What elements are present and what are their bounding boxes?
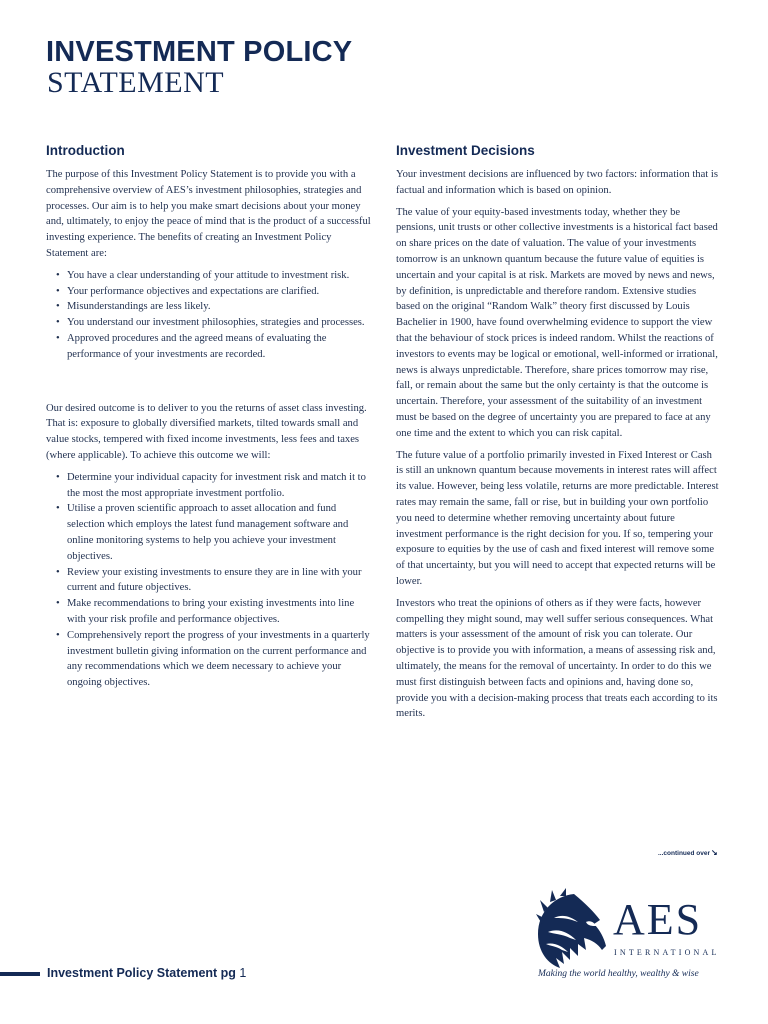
page-number: 1 xyxy=(239,966,247,980)
decisions-paragraph: The future value of a portfolio primarily invested in Fixed Interest or Cash is still an unknown quantum because movements in interest rates will affect its value. However, being less volatile, returns are more predictable. Interest rates may remain the same, fall or rise, but in building your own portfolio you need to determine whether removing uncertainty about future investment performance is the right decision for you. If so, tempering your exposure to equities by the use of cash and fixed interest will remove some of that uncertainty, but you will need to accept that expected returns will be lower. xyxy=(396,449,719,587)
investment-decisions-column xyxy=(396,143,720,728)
outcome-paragraph: Our desired outcome is to deliver to you the returns of asset class investing. That is: exposure to globally diversified markets, tilted towards small and value stocks, tempered with fixed income investments, less fees and taxes (where applicable). To achieve this outcome we will: xyxy=(46,402,367,461)
benefit-item: • Misunderstandings are less likely. xyxy=(46,299,371,315)
continued-text: ...continued over xyxy=(658,850,711,857)
commitment-item: • Utilise a proven scientific approach to asset allocation and fund selection which employs the latest fund management software and online monitoring systems to help you achieve your investment objectives. xyxy=(46,501,371,564)
footer-accent-bar xyxy=(0,972,40,976)
benefit-item: • You have a clear understanding of your attitude to investment risk. xyxy=(46,268,371,284)
benefit-item: • Your performance objectives and expectations are clarified. xyxy=(46,284,371,300)
benefit-item: • You understand our investment philosophies, strategies and processes. xyxy=(46,315,371,331)
commitment-item: • Determine your individual capacity for investment risk and match it to the most the most appropriate investment portfolio. xyxy=(46,470,371,502)
page-footer xyxy=(47,966,246,980)
introduction-heading: Introduction xyxy=(46,143,125,158)
commitments-list xyxy=(46,470,371,691)
decisions-paragraph: Your investment decisions are influenced by two factors: information that is factual and information which is based on opinion. xyxy=(396,169,718,196)
commitment-item: • Comprehensively report the progress of your investments in a quarterly investment bulletin giving information on the current performance and any recommendations which we deem necessary to achieve your ongoing objectives. xyxy=(46,628,371,691)
company-logo-subtitle: INTERNATIONAL xyxy=(614,948,720,957)
investment-decisions-heading: Investment Decisions xyxy=(396,143,535,158)
continued-over-note xyxy=(658,848,718,857)
arrow-down-right-icon: ↘ xyxy=(711,848,718,857)
benefit-item: • Approved procedures and the agreed means of evaluating the performance of your investments are recorded. xyxy=(46,331,371,363)
document-title-line2: STATEMENT xyxy=(47,66,225,99)
commitment-item: • Review your existing investments to ensure they are in line with your current and future objectives. xyxy=(46,565,371,597)
introduction-column xyxy=(46,143,371,711)
introduction-paragraph: The purpose of this Investment Policy Statement is to provide you with a comprehensive overview of AES’s investment philosophies, strategies and processes. Our aim is to help you make smart decisions about your money and, ultimately, to enjoy the peace of mind that is the product of a successful investing experience. The benefits of creating an Investment Policy Statement are: xyxy=(46,169,371,259)
decisions-paragraph: The value of your equity-based investments today, whether they be pensions, unit trusts or other collective investments is a historical fact based on share prices on the date of valuation. The value of your investments tomorrow is an unknown quantum because the future value of equities is uncertain and your capital is at risk. Markets are moved by news and news, by definition, is unpredictable and therefore random. Extensive studies based on the original “Random Walk” theory first discussed by Louis Bachelier in 1900, have found overwhelming evidence to support the view that the behaviour of stock prices is indeed random. Whilst the reactions of investors to events may be logical or emotional, well-informed or irrational, news is always unpredictable. Therefore, share prices tomorrow may rise, fall, or remain about the same but the only certainty is that the outcome is uncertain. Therefore, your assessment of the suitability of an investment must be based on the degree of uncertainty you are prepared to face at any one time and the extent to which you can risk capital. xyxy=(396,206,718,439)
footer-label: Investment Policy Statement pg xyxy=(47,966,236,980)
commitment-item: • Make recommendations to bring your existing investments into line with your risk profile and performance objectives. xyxy=(46,596,371,628)
decisions-paragraph: Investors who treat the opinions of others as if they were facts, however compelling they might sound, may well suffer serious consequences. What matters is your assessment of the amount of risk you can tolerate. Our objective is to provide you with information, a means of assessing risk and, ultimately, the means for the removal of uncertainty. In order to do this we must first distinguish between facts and opinions and, having done so, provide you with a decision-making process that treats each according to its merits. xyxy=(396,597,718,720)
company-logo-name: AES xyxy=(613,895,703,944)
benefits-list xyxy=(46,268,371,363)
document-title-line1: INVESTMENT POLICY xyxy=(46,36,353,68)
company-tagline: Making the world healthy, wealthy & wise xyxy=(538,969,699,979)
